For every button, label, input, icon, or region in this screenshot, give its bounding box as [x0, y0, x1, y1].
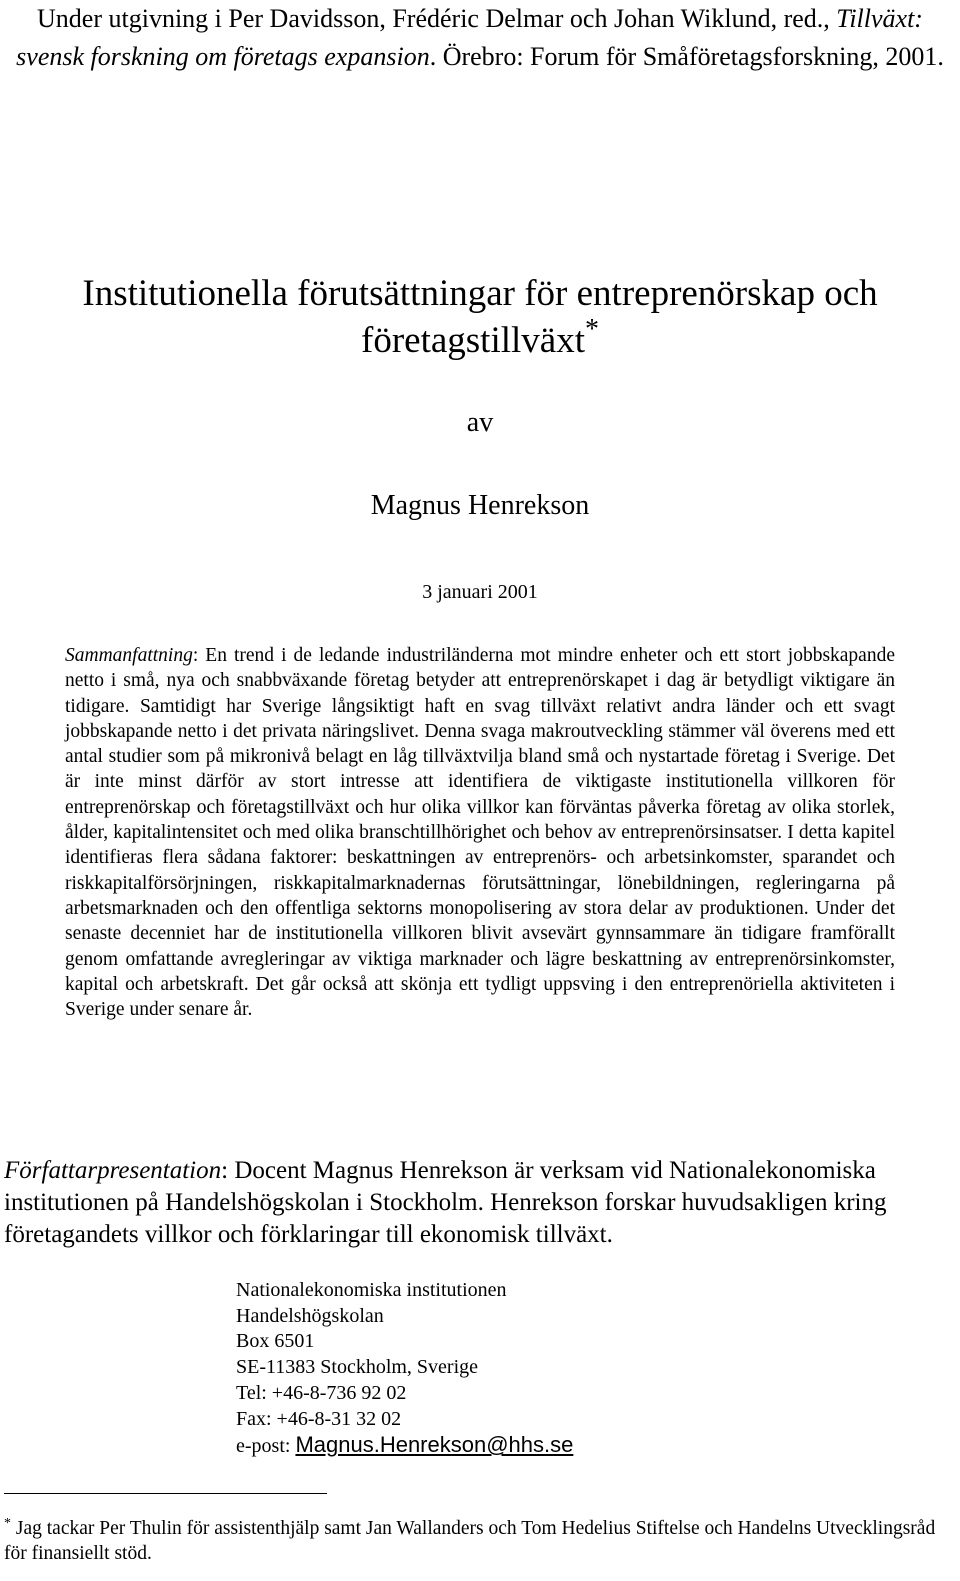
- publication-note-prefix: Under utgivning i Per Davidsson, Frédéric Delmar och Johan Wiklund, red.,: [37, 4, 837, 33]
- address-box: Box 6501: [236, 1330, 315, 1353]
- address-tel: Tel: +46-8-736 92 02: [236, 1381, 407, 1404]
- publication-note: [0, 0, 960, 76]
- title-line-1: Institutionella förutsättningar för entreprenörskap och: [82, 273, 878, 314]
- footnote-text: Jag tackar Per Thulin för assistenthjälp samt Jan Wallanders och Tom Hedelius Stiftelse och Handelns Utvecklingsråd för finansiellt stöd.: [4, 1518, 936, 1564]
- address-school: Handelshögskolan: [236, 1304, 384, 1327]
- author-presentation-text: : Docent Magnus Henrekson är verksam vid Nationalekonomiska institutionen på Handelshögskolan i Stockholm. Henrekson forskar huvudsakligen kring företagandets villkor och förklaringar till ekonomisk tillväxt.: [4, 1157, 887, 1248]
- abstract-text: : En trend i de ledande industriländerna mot mindre enheter och ett stort jobbskapande netto i små, nya och snabbväxande företag betyder att entreprenörskapet i dag är betydligt viktigare än tidigare. Samtidigt har Sverige långsiktigt haft en svag tillväxt relativt andra länder och ett svagt jobbskapande netto i det privata näringslivet. Denna svaga makroutveckling stämmer väl överens med ett antal studier som på mikronivå belagt en låg tillväxtvilja bland små och nystartade företag i Sverige. Det är inte minst därför av stort intresse att identifiera de viktigaste institutionella villkoren för entreprenörskap och företagstillväxt och hur olika villkor kan förväntas påverka företag av olika storlek, ålder, kapitalintensitet och med olika branschtillhörighet och behov av entreprenörsinsatser. I detta kapitel identifieras flera sådana faktorer: beskattningen av entreprenörs- och arbetsinkomster, sparandet och riskkapitalförsörjningen, riskkapitalmarknadernas förutsättningar, lönebildningen, regleringarna på arbetsmarknaden och den offentliga sektorns monopolisering av stora delar av produktionen. Under det senaste decenniet har de institutionella villkoren blivit avsevärt gynnsammare än tidigare framförallt genom omfattande avregleringar av viktiga marknader och lägre beskattning av entreprenörsinkomster, kapital och arbetskraft. Det går också att skönja ett tydligt uppsving i den entreprenöriella aktiviteten i Sverige under senare år.: [65, 645, 895, 1021]
- author-name: Magnus Henrekson: [370, 490, 590, 521]
- contact-address: [236, 1278, 836, 1460]
- book-title: Tillväxt: svensk forskning om företags expansion: [16, 4, 923, 71]
- title-line-2: företagstillväxt: [361, 320, 585, 361]
- paper-title: [0, 270, 960, 364]
- footnote-divider: [4, 1493, 327, 1494]
- title-footnote-mark: *: [585, 314, 599, 345]
- byline: av: [466, 407, 494, 438]
- paper-date: 3 januari 2001: [422, 581, 538, 603]
- email-label: e-post:: [236, 1435, 296, 1458]
- address-email-row: [236, 1432, 836, 1460]
- author-presentation: [4, 1155, 954, 1251]
- email-link[interactable]: Magnus.Henrekson@hhs.se: [295, 1432, 574, 1458]
- address-department: Nationalekonomiska institutionen: [236, 1279, 507, 1301]
- footnote: [4, 1516, 954, 1566]
- footnote-mark: *: [4, 1516, 11, 1531]
- publication-note-suffix: . Örebro: Forum för Småföretagsforskning, 2001.: [429, 42, 944, 71]
- address-fax: Fax: +46-8-31 32 02: [236, 1407, 402, 1430]
- abstract-label: Sammanfattning: [65, 645, 193, 666]
- abstract: [65, 643, 895, 1022]
- address-postal: SE-11383 Stockholm, Sverige: [236, 1356, 479, 1379]
- author-presentation-label: Författarpresentation: [4, 1157, 222, 1184]
